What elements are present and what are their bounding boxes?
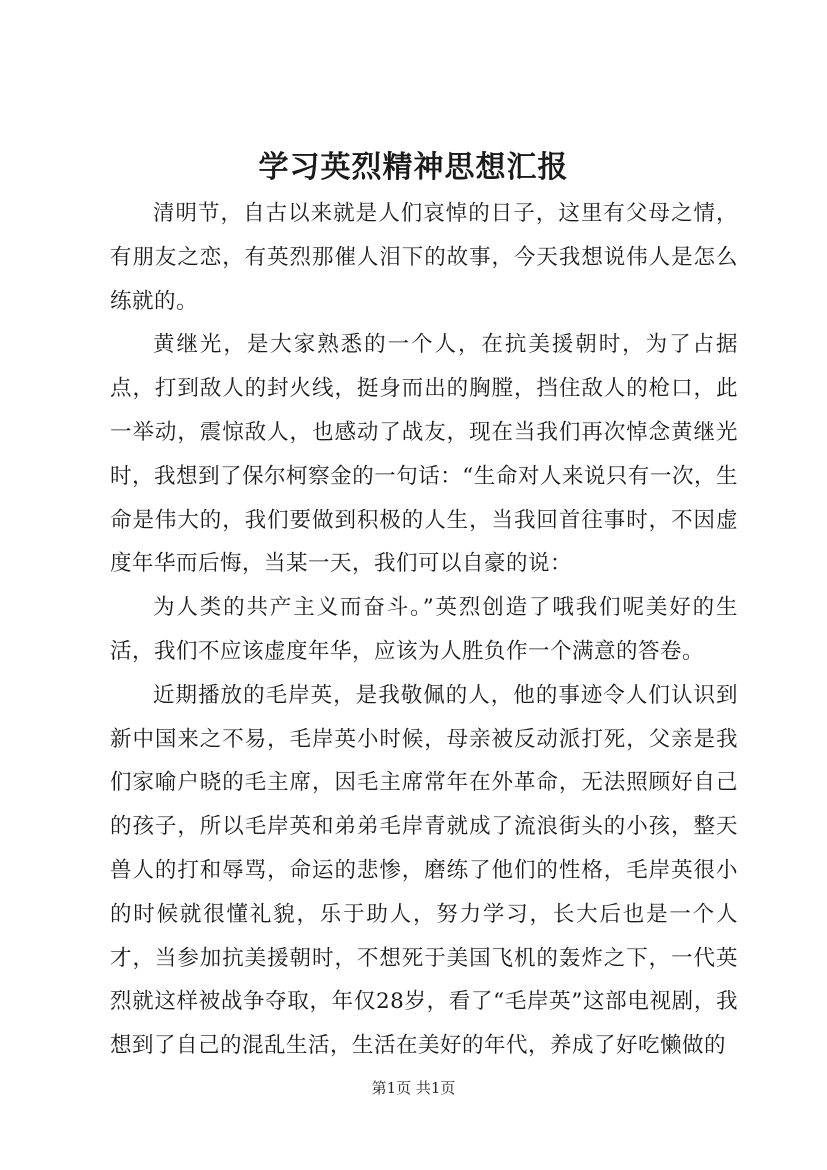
paragraph-3: 为人类的共产主义而奋斗。”英烈创造了哦我们呢美好的生活，我们不应该虚度年华，应该为人胜负作一个满意的答卷。 [110, 595, 738, 664]
page-number-footer: 第1页 共1页 [371, 1079, 456, 1097]
paragraph-4: 近期播放的毛岸英，是我敬佩的人，他的事迹令人们认识到新中国来之不易，毛岸英小时候，母亲被反动派打死，父亲是我们家喻户晓的毛主席，因毛主席常年在外革命，无法照顾好自己的孩子，所以毛岸英和弟弟毛岸青就成了流浪街头的小孩，整天兽人的打和辱骂，命运的悲惨，磨练了他们的性格，毛岸英很小的时候就很懂礼貌，乐于助人，努力学习，长大后也是一个人才，当参加抗美援朝时，不想死于美国飞机的轰炸之下，一代英烈就这样被战争夺取，年仅28岁，看了“毛岸英”这部电视剧，我想到了自己的混乱生活，生活在美好的年代，养成了好吃懒做的 [110, 682, 738, 1059]
paragraph-2: 黄继光，是大家熟悉的一个人，在抗美援朝时，为了占据点，打到敌人的封火线，挺身而出的胸膛，挡住敌人的枪口，此一举动，震惊敌人，也感动了战友，现在当我们再次悼念黄继光时，我想到了保尔柯察金的一句话：“生命对人来说只有一次，生命是伟大的，我们要做到积极的人生，当我回首往事时，不因虚度年华而后悔，当某一天，我们可以自豪的说： [110, 332, 738, 577]
document-body [110, 192, 738, 1068]
paragraph-1: 清明节，自古以来就是人们哀悼的日子，这里有父母之情，有朋友之恋，有英烈那催人泪下的故事，今天我想说伟人是怎么练就的。 [110, 201, 738, 314]
document-title: 学习英烈精神思想汇报 [258, 150, 569, 185]
